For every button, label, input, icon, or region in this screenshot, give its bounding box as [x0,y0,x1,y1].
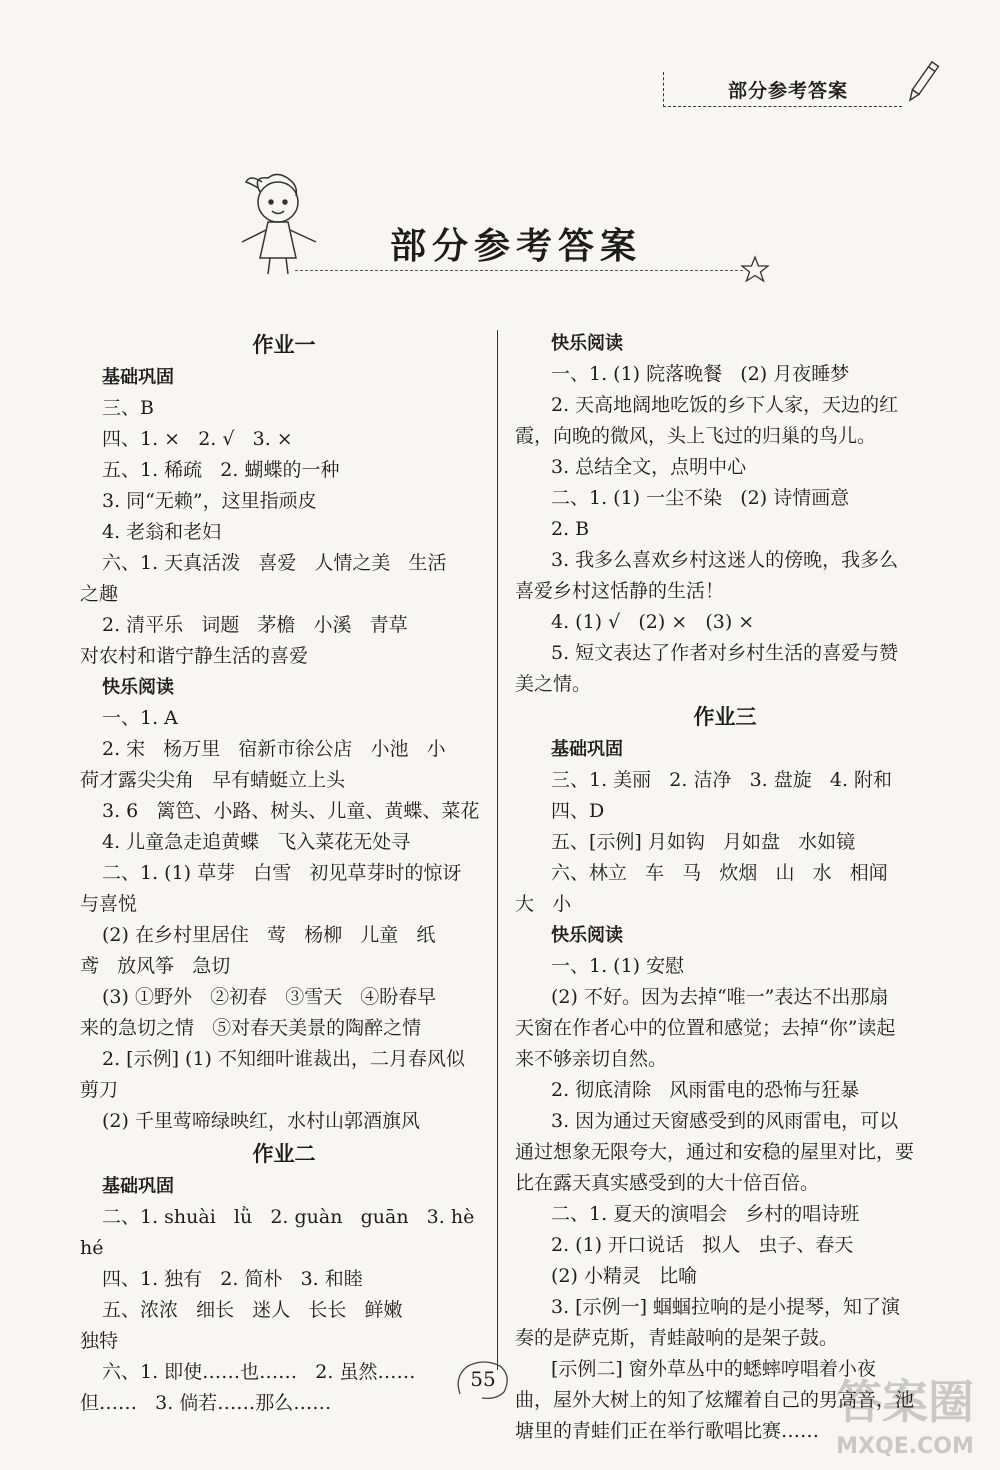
answer-line: 五、1. 稀疏 2. 蝴蝶的一种 [102,459,340,481]
answer-line: 4. 老翁和老妇 [102,521,222,543]
answer-line: 4. (1) √ (2) × (3) × [551,611,755,633]
answer-line: 四、D [551,800,605,822]
subsection-heading: 快乐阅读 [551,925,623,946]
answer-line: 五、浓浓 细长 迷人 长长 鲜嫩 [102,1299,403,1321]
answer-line: 三、1. 美丽 2. 洁净 3. 盘旋 4. 附和 [551,769,893,791]
answer-line: 2. 清平乐 词题 茅檐 小溪 青草 [102,614,408,636]
header-tab-label: 部分参考答案 [728,80,849,102]
answer-line-continued: 曲，屋外大树上的知了炫耀着自己的男高音，池 [515,1389,915,1411]
answer-line-continued: 比在露天真实感受到的大十倍百倍。 [515,1172,820,1194]
watermark [820,1360,990,1460]
answer-line-continued: 通过想象无限夸大，通过和安稳的屋里对比，要 [515,1141,915,1163]
section-title: 作业二 [252,1142,316,1166]
answer-line: 四、1. 独有 2. 简朴 3. 和睦 [102,1268,363,1290]
subsection-heading: 基础巩固 [551,739,623,760]
subsection-heading: 基础巩固 [102,1176,174,1197]
right-column [515,328,935,1447]
answer-line-continued: 来的急切之情 ⑤对春天美景的陶醉之情 [80,1017,422,1039]
answer-line-continued: 塘里的青蛙们正在举行歌唱比赛…… [515,1420,820,1442]
answer-line: 一、1. A [102,707,178,729]
cartoon-girl-icon [232,168,322,278]
answer-line: (2) 千里莺啼绿映红，水村山郭酒旗风 [102,1110,420,1132]
column-divider [497,330,498,1370]
pencil-icon [900,58,944,108]
header-tab [663,72,902,107]
answer-line: 2. [示例] (1) 不知细叶谁裁出，二月春风似 [102,1048,465,1070]
title-underline [295,270,743,271]
section-title: 作业一 [252,333,316,357]
subsection-heading: 快乐阅读 [551,333,623,354]
left-column [80,328,488,1419]
subsection-heading: 快乐阅读 [102,677,174,698]
answer-line: 三、B [102,397,154,419]
answer-line: 2. 彻底清除 风雨雷电的恐怖与狂暴 [551,1079,860,1101]
answer-line-continued: 天窗在作者心中的位置和感觉；去掉“你”读起 [515,1017,896,1039]
answer-line: 4. 儿童急走追黄蝶 飞入菜花无处寻 [102,831,411,853]
answer-line: 5. 短文表达了作者对乡村生活的喜爱与赞 [551,642,899,664]
answer-line-continued: 但…… 3. 倘若……那么…… [80,1392,332,1414]
answer-line-continued: 奏的是萨克斯，青蛙敲响的是架子鼓。 [515,1327,839,1349]
answer-line: 2. 宋 杨万里 宿新市徐公店 小池 小 [102,738,446,760]
answer-line: 3. [示例一] 蝈蝈拉响的是小提琴，知了演 [551,1296,901,1318]
page-number: 55 [470,1367,496,1391]
answer-line: 一、1. (1) 院落晚餐 (2) 月夜睡梦 [551,363,850,385]
page-title: 部分参考答案 [390,226,643,267]
answer-line: 2. 天高地阔地吃饭的乡下人家，天边的红 [551,394,899,416]
answer-line-continued: 荷才露尖尖角 早有蜻蜓立上头 [80,769,346,791]
answer-line: [示例二] 窗外草丛中的蟋蟀哼唱着小夜 [551,1358,876,1380]
answer-line-continued: hé [80,1237,104,1259]
answer-line: 3. 6 篱笆、小路、树头、儿童、黄蝶、菜花 [102,800,480,822]
answer-line: 3. 我多么喜欢乡村这迷人的傍晚，我多么 [551,549,899,571]
answer-line: 二、1. shuài lǜ 2. guàn guān 3. hè [102,1206,475,1228]
answer-line: 3. 总结全文，点明中心 [551,456,747,478]
answer-line: 二、1. 夏天的演唱会 乡村的唱诗班 [551,1203,860,1225]
answer-line: 六、林立 车 马 炊烟 山 水 相闻 [551,862,888,884]
answer-line-continued: 与喜悦 [80,893,138,915]
answer-line: 3. 因为通过天窗感受到的风雨雷电，可以 [551,1110,899,1132]
answer-line: 二、1. (1) 一尘不染 (2) 诗情画意 [551,487,850,509]
watermark-logo-text: 答案圈 [836,1375,974,1429]
answer-line: 四、1. × 2. √ 3. × [102,428,293,450]
subsection-heading: 基础巩固 [102,367,174,388]
answer-line: (3) ①野外 ②初春 ③雪天 ④盼春早 [102,986,437,1008]
star-icon [740,255,770,283]
answer-line-continued: 剪刀 [80,1079,119,1101]
answer-line: 2. (1) 开口说话 拟人 虫子、春天 [551,1234,854,1256]
answer-line: (2) 在乡村里居住 莺 杨柳 儿童 纸 [102,924,436,946]
answer-line-continued: 美之情。 [515,673,592,695]
answer-line-continued: 之趣 [80,583,119,605]
answer-line-continued: 大 小 [515,893,572,915]
answer-line-continued: 鸢 放风筝 急切 [80,955,231,977]
answer-line: 一、1. (1) 安慰 [551,955,685,977]
answer-line: 六、1. 即使……也…… 2. 虽然…… [102,1361,416,1383]
answer-line-continued: 对农村和谐宁静生活的喜爱 [80,645,309,667]
answer-line: 3. 同“无赖”，这里指顽皮 [102,490,317,512]
answer-line: (2) 不好。因为去掉“唯一”表达不出那扇 [551,986,889,1008]
answer-line-continued: 独特 [80,1330,119,1352]
answer-line: 六、1. 天真活泼 喜爱 人情之美 生活 [102,552,447,574]
answer-line: 2. B [551,518,590,540]
answer-line: 五、[示例] 月如钩 月如盘 水如镜 [551,831,856,853]
answer-line-continued: 来不够亲切自然。 [515,1048,668,1070]
answer-line: 二、1. (1) 草芽 白雪 初见草芽时的惊讶 [102,862,462,884]
watermark-url: MXQE.COM [836,1434,974,1459]
answer-line-continued: 霞，向晚的微风，头上飞过的归巢的鸟儿。 [515,425,877,447]
section-title: 作业三 [693,705,757,729]
answer-line: (2) 小精灵 比喻 [551,1265,698,1287]
answer-line-continued: 喜爱乡村这恬静的生活！ [515,580,725,602]
